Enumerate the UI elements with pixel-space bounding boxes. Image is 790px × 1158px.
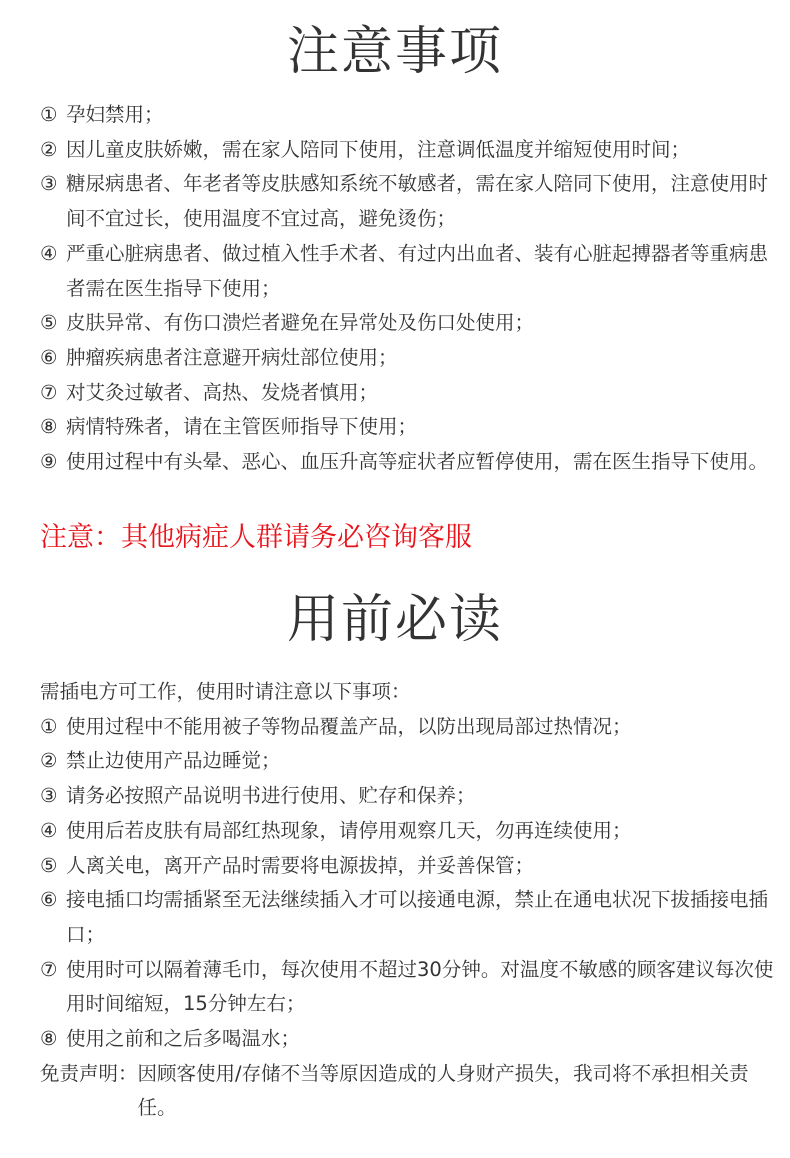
- item-number: ⑦: [40, 380, 58, 404]
- item-text: 病情特殊者，请在主管医师指导下使用；: [66, 415, 418, 439]
- list-item: [40, 376, 780, 411]
- list-item: [40, 814, 780, 849]
- item-text: 因儿童皮肤娇嫩，需在家人陪同下使用，注意调低温度并缩短使用时间；: [66, 137, 691, 161]
- item-text: 使用过程中不能用被子等物品覆盖产品，以防出现局部过热情况；: [66, 714, 632, 738]
- item-text: 接电插口均需插紧至无法继续插入才可以接通电源，禁止在通电状况下拔插接电插口；: [66, 888, 769, 946]
- list-item: [40, 98, 780, 133]
- item-number: ③: [40, 784, 58, 808]
- item-text: 人离关电，离开产品时需要将电源拔掉，并妥善保管；: [66, 853, 535, 877]
- item-number: ⑦: [40, 957, 58, 981]
- list-item: [40, 410, 780, 445]
- list-item: [40, 953, 780, 1022]
- list-item: [40, 133, 780, 168]
- item-text: 皮肤异常、有伤口溃烂者避免在异常处及伤口处使用；: [66, 311, 535, 335]
- item-number: ②: [40, 137, 58, 161]
- item-text: 对艾灸过敏者、高热、发烧者慎用；: [66, 380, 379, 404]
- item-text: 使用过程中有头晕、恶心、血压升高等症状者应暂停使用，需在医生指导下使用。: [66, 450, 769, 474]
- before-use-title: 用前必读: [286, 590, 503, 650]
- item-number: ④: [40, 818, 58, 842]
- list-item: [40, 341, 780, 376]
- list-item: [40, 237, 780, 306]
- list-item: [40, 1022, 780, 1057]
- list-item: [40, 167, 780, 236]
- item-number: ⑥: [40, 345, 58, 369]
- item-number: ③: [40, 172, 58, 196]
- item-number: ④: [40, 241, 58, 265]
- list-item: [40, 710, 780, 745]
- item-number: ⑥: [40, 888, 58, 912]
- list-item: [40, 744, 780, 779]
- item-number: ①: [40, 714, 58, 738]
- item-number: ⑤: [40, 311, 58, 335]
- list-item: [40, 883, 780, 952]
- item-text: 禁止边使用产品边睡觉；: [66, 749, 281, 773]
- disclaimer-text: 因顾客使用/存储不当等原因造成的人身财产损失，我司将不承担相关责任。: [137, 1061, 749, 1120]
- precautions-title: 注意事项: [286, 22, 503, 82]
- item-number: ⑤: [40, 853, 58, 877]
- precautions-list: [40, 98, 780, 480]
- item-text: 严重心脏病患者、做过植入性手术者、有过内出血者、装有心脏起搏器者等重病患者需在医生指导下使用；: [66, 241, 769, 300]
- item-number: ⑧: [40, 1027, 58, 1051]
- before-use-intro: 需插电方可工作，使用时请注意以下事项：: [40, 680, 411, 703]
- disclaimer: [40, 1057, 780, 1126]
- item-number: ②: [40, 749, 58, 773]
- item-text: 使用时可以隔着薄毛巾，每次使用不超过30分钟。对温度不敏感的顾客建议每次使用时间缩短，15分钟左右；: [66, 957, 774, 1016]
- item-number: ⑧: [40, 415, 58, 439]
- list-item: [40, 306, 780, 341]
- item-text: 肿瘤疾病患者注意避开病灶部位使用；: [66, 345, 398, 369]
- item-number: ⑨: [40, 450, 58, 474]
- list-item: [40, 779, 780, 814]
- disclaimer-label: 免责声明：: [40, 1061, 138, 1085]
- item-text: 使用后若皮肤有局部红热现象，请停用观察几天，勿再连续使用；: [66, 818, 632, 842]
- item-number: ①: [40, 103, 58, 126]
- item-text: 糖尿病患者、年老者等皮肤感知系统不敏感者，需在家人陪同下使用，注意使用时间不宜过长，使用温度不宜过高，避免烫伤；: [66, 172, 769, 231]
- item-text: 请务必按照产品说明书进行使用、贮存和保养；: [66, 784, 476, 808]
- before-use-list: [40, 675, 780, 1126]
- warning-text: 注意：其他病症人群请务必咨询客服: [40, 522, 472, 553]
- list-item: [40, 849, 780, 884]
- list-item: [40, 445, 780, 480]
- item-text: 使用之前和之后多喝温水；: [66, 1027, 301, 1051]
- item-text: 孕妇禁用；: [66, 103, 164, 126]
